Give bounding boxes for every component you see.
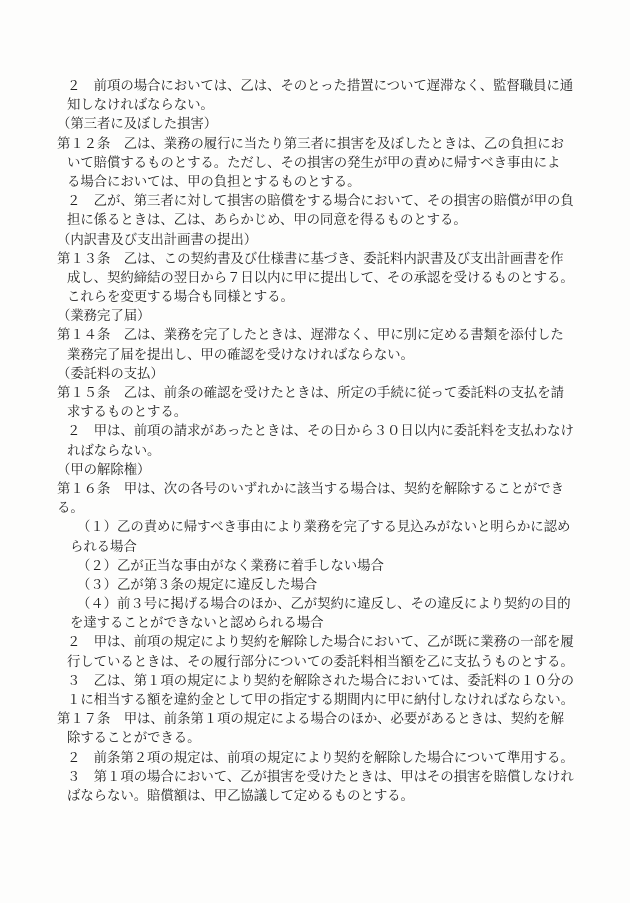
text-line: これらを変更する場合も同様とする。 [67, 289, 294, 305]
text-line: 成し、契約締結の翌日から７日以内に甲に提出して、その承認を受けるものとする。 [67, 269, 574, 285]
text-line: 第１７条 甲は、前条第１項の規定による場合のほか、必要があるときは、契約を解 [57, 711, 564, 727]
text-line: （１）乙の責めに帰すべき事由により業務を完了する見込みがないと明らかに認め [77, 519, 571, 535]
text-line: 第１２条 乙は、業務の履行に当たり第三者に損害を及ぼしたときは、乙の負担にお [57, 135, 564, 151]
text-line: いて賠償するものとする。ただし、その損害の発生が甲の責めに帰すべき事由によ [67, 154, 561, 170]
text-line: （第三者に及ぼした損害） [57, 116, 218, 132]
text-line: 業務完了届を提出し、甲の確認を受けなければならない。 [67, 346, 414, 362]
text-line: 第１５条 乙は、前条の確認を受けたときは、所定の手続に従って委託料の支払を請 [57, 385, 564, 400]
text-line: 行しているときは、その履行部分についての委託料相当額を乙に支払うものとする。 [67, 653, 574, 669]
text-line: ２ 甲は、前項の請求があったときは、その日から３０日以内に委託料を支払わなけ [67, 423, 574, 439]
text-line: （内訳書及び支出計画書の提出） [57, 231, 258, 247]
text-line: 知しなければならない。 [67, 97, 214, 113]
text-line: 第１４条 乙は、業務を完了したときは、遅滞なく、甲に別に定める書類を添付した [57, 327, 564, 343]
text-line: 第１６条 甲は、次の各号のいずれかに該当する場合は、契約を解除することができ [57, 480, 564, 496]
text-line: ２ 前項の場合においては、乙は、そのとった措置について遅滞なく、監督職員に通 [67, 78, 574, 93]
text-line: ばならない。賠償額は、甲乙協議して定めるものとする。 [67, 787, 414, 803]
text-line: （４）前３号に掲げる場合のほか、乙が契約に違反し、その違反により契約の目的 [77, 596, 571, 612]
text-line: 求するものとする。 [67, 404, 188, 420]
text-line: ２ 甲は、前項の規定により契約を解除した場合において、乙が既に業務の一部を履 [67, 634, 574, 650]
text-line: る。 [57, 500, 84, 516]
text-line: ３ 第１項の場合において、乙が損害を受けたときは、甲はその損害を賠償しなけれ [67, 768, 574, 784]
text-line: （委託料の支払） [57, 365, 164, 381]
text-line: ればならない。 [67, 442, 161, 458]
text-line: （業務完了届） [57, 308, 151, 324]
text-line: 担に係るときは、乙は、あらかじめ、甲の同意を得るものとする。 [67, 212, 467, 228]
text-line: ３ 乙は、第１項の規定により契約を解除された場合においては、委託料の１０分の [67, 672, 574, 688]
text-line: る場合においては、甲の負担とするものとする。 [67, 173, 361, 189]
text-line: 第１３条 乙は、この契約書及び仕様書に基づき、委託料内訳書及び支出計画書を作 [57, 250, 564, 266]
text-line: ２ 前条第２項の規定は、前項の規定により契約を解除した場合について準用する。 [67, 749, 574, 765]
text-line: １に相当する額を違約金として甲の指定する期間内に甲に納付しなければならない。 [67, 692, 574, 707]
text-line: （３）乙が第３条の規定に違反した場合 [77, 576, 318, 592]
text-line: （２）乙が正当な事由がなく業務に着手しない場合 [77, 557, 384, 573]
text-line: られる場合 [70, 538, 137, 554]
text-line: （甲の解除権） [57, 461, 151, 477]
document-lines [57, 76, 577, 805]
text-line: ２ 乙が、第三者に対して損害の賠償をする場合において、その損害の賠償が甲の負 [67, 193, 574, 209]
text-line: を達することができないと認められる場合 [70, 615, 324, 631]
text-line: 除することができる。 [67, 730, 201, 746]
